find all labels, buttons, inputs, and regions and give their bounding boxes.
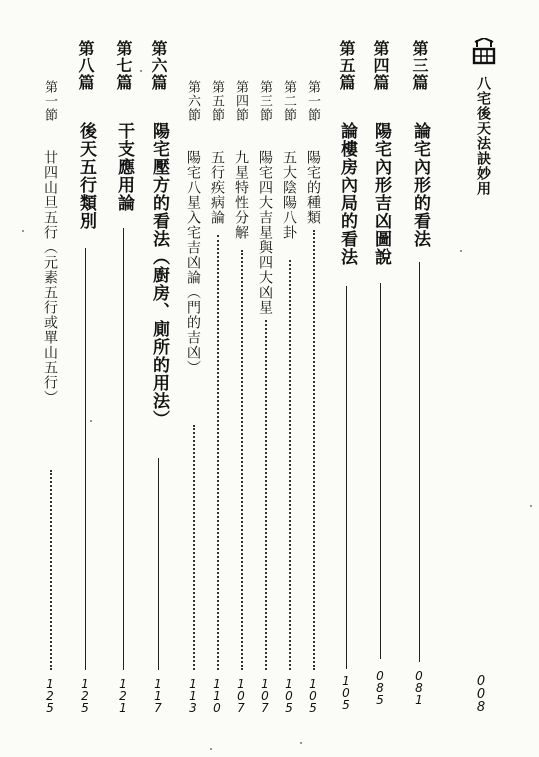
toc-entry-title: 論宅內形的看法 — [410, 122, 430, 248]
toc-entry-page — [79, 678, 91, 714]
page-digit: 0 — [261, 689, 269, 703]
page-digit: 1 — [285, 677, 293, 691]
page-digit: 1 — [309, 677, 317, 691]
scan-speck — [530, 505, 532, 507]
toc-leader-dots — [289, 260, 291, 670]
page-digit: 3 — [189, 701, 197, 715]
toc-entry-title: 九星特性分解 — [233, 150, 249, 240]
toc-entry-label: 第二節 — [281, 80, 296, 122]
toc-entry-label: 第七篇 — [114, 40, 133, 91]
toc-entry-label: 第五篇 — [337, 40, 356, 91]
page-digit: 2 — [46, 689, 54, 703]
toc-entry-page — [283, 678, 295, 714]
toc-leader-line — [85, 248, 86, 670]
page-digit: 1 — [213, 677, 221, 691]
toc-entry-label: 第四篇 — [371, 40, 390, 91]
toc-entry-label: 第八篇 — [76, 40, 95, 91]
toc-entry-page — [235, 678, 247, 714]
toc-entry-title: 陽宅壓方的看法（廚房、廁所的用法） — [149, 122, 169, 428]
page-digit: 0 — [213, 701, 221, 715]
page-digit: 1 — [189, 677, 197, 691]
toc-leader-dots — [193, 425, 195, 670]
scan-speck — [140, 70, 142, 72]
book-title: 八宅後天法訣妙用 — [475, 76, 491, 196]
toc-entry-label: 第一節 — [305, 80, 320, 122]
toc-entry-title: 陽宅的種類 — [305, 150, 321, 225]
page-digit: 7 — [237, 701, 245, 715]
publisher-logo-icon — [472, 38, 496, 66]
toc-entry-title: 陽宅四大吉星與四大凶星 — [257, 150, 273, 315]
toc-entry-page — [187, 678, 199, 714]
page-digit: 7 — [154, 701, 162, 715]
header-page-number — [475, 675, 487, 714]
toc-leader-line — [158, 458, 159, 670]
toc-entry-label: 第六篇 — [149, 40, 168, 91]
toc-entry-page — [307, 678, 319, 714]
toc-entry-label: 第六節 — [185, 80, 200, 122]
scan-speck — [22, 230, 24, 232]
page-digit: 0 — [415, 669, 423, 683]
page-digit: 5 — [376, 693, 384, 707]
page-digit: 2 — [119, 689, 127, 703]
page-digit: 1 — [154, 689, 162, 703]
toc-entry-title: 五行疾病論 — [209, 150, 225, 225]
toc-leader-dots — [313, 230, 315, 670]
toc-entry-label: 第五節 — [209, 80, 224, 122]
page-digit: 0 — [285, 689, 293, 703]
toc-entry-page — [340, 675, 352, 711]
page-digit: 5 — [309, 701, 317, 715]
toc-entry-page — [259, 678, 271, 714]
page-digit: 1 — [189, 689, 197, 703]
page-digit: 1 — [154, 677, 162, 691]
page-digit: 5 — [285, 701, 293, 715]
toc-leader-dots — [265, 320, 267, 670]
toc-entry-label: 第四節 — [233, 80, 248, 122]
page-digit: 1 — [261, 677, 269, 691]
page-number-digit: 0 — [476, 674, 486, 689]
page-digit: 1 — [415, 693, 423, 707]
page-digit: 0 — [342, 686, 350, 700]
page-digit: 8 — [415, 681, 423, 695]
toc-leader-line — [380, 283, 381, 659]
toc-leader-dots — [50, 470, 52, 670]
toc-entry-title: 五大陰陽八卦 — [281, 150, 297, 240]
page-number-digit: 8 — [476, 700, 486, 715]
page-digit: 5 — [342, 698, 350, 712]
toc-entry-page — [44, 678, 56, 714]
toc-entry-title: 論樓房內局的看法 — [337, 122, 357, 266]
toc-leader-dots — [241, 250, 243, 670]
page-digit: 0 — [309, 689, 317, 703]
toc-entry-page — [117, 678, 129, 714]
toc-entry-page — [211, 678, 223, 714]
toc-entry-title: 廿四山旦五行（元素五行或單山五行） — [42, 150, 58, 405]
page-digit: 1 — [81, 677, 89, 691]
toc-entry-title: 陽宅八星入宅吉凶論（門的吉凶） — [185, 150, 201, 375]
page-digit: 0 — [376, 669, 384, 683]
toc-entry-title: 干支應用論 — [114, 122, 134, 212]
toc-entry-page — [413, 670, 425, 706]
page-digit: 7 — [261, 701, 269, 715]
page-digit: 2 — [81, 689, 89, 703]
page-digit: 1 — [237, 677, 245, 691]
scan-speck — [460, 250, 462, 252]
toc-leader-line — [123, 228, 124, 670]
page-digit: 1 — [119, 701, 127, 715]
page-digit: 8 — [376, 681, 384, 695]
toc-entry-page — [152, 678, 164, 714]
page-digit: 1 — [342, 674, 350, 688]
toc-entry-label: 第一節 — [42, 80, 57, 122]
toc-entry-title: 後天五行類別 — [76, 122, 96, 230]
toc-entry-title: 陽宅內形吉凶圖說 — [371, 122, 391, 266]
toc-leader-line — [346, 286, 347, 669]
page-number-digit: 0 — [476, 687, 486, 702]
page-digit: 5 — [81, 701, 89, 715]
toc-leader-line — [419, 262, 420, 662]
scan-speck — [90, 420, 92, 422]
page-digit: 1 — [213, 689, 221, 703]
page-digit: 1 — [119, 677, 127, 691]
toc-leader-dots — [217, 235, 219, 670]
toc-entry-label: 第三篇 — [410, 40, 429, 91]
scan-speck — [300, 742, 302, 744]
scan-speck — [210, 748, 212, 750]
page-digit: 5 — [46, 701, 54, 715]
toc-entry-label: 第三節 — [257, 80, 272, 122]
page-digit: 0 — [237, 689, 245, 703]
page-digit: 1 — [46, 677, 54, 691]
toc-entry-page — [374, 670, 386, 706]
